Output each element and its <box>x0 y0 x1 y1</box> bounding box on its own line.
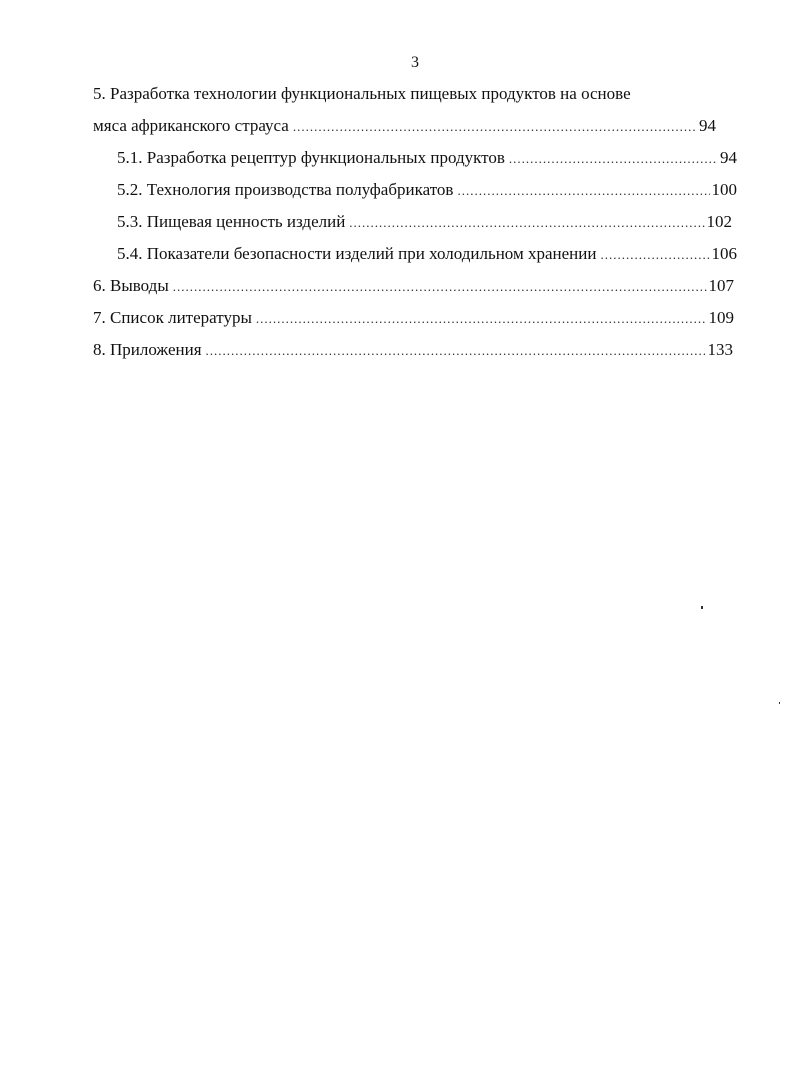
scan-speck <box>779 702 780 704</box>
toc-entry-title: 5.1. Разработка рецептур функциональных продуктов <box>117 148 505 167</box>
dot-leader <box>600 239 709 271</box>
toc-entry-page: 102 <box>706 212 732 231</box>
toc-entry-title: 6. Выводы <box>93 276 169 295</box>
toc-entry-page: 106 <box>711 244 737 263</box>
dot-leader <box>173 271 707 303</box>
dot-leader <box>509 143 718 175</box>
toc-entry-6 <box>93 270 734 302</box>
toc-entry-page: 109 <box>708 308 734 327</box>
toc-entry-chapter5 <box>93 110 716 142</box>
toc-entry-title: 5.4. Показатели безопасности изделий при холодильном хранении <box>117 244 597 263</box>
toc-entry-page: 107 <box>708 276 734 295</box>
dot-leader <box>293 111 697 143</box>
toc-entry-page: 94 <box>699 116 716 135</box>
page-number: 3 <box>411 54 419 71</box>
dot-leader <box>256 303 707 335</box>
toc-entry-title: 7. Список литературы <box>93 308 252 327</box>
toc-entry-page: 94 <box>720 148 737 167</box>
toc-entry-5-4 <box>93 238 737 270</box>
toc-entry-title: мяса африканского страуса <box>93 116 289 135</box>
scan-speck <box>701 606 703 609</box>
toc-entry-page: 133 <box>707 340 733 359</box>
toc-entry-5-2 <box>93 174 737 206</box>
toc-entry-8 <box>93 334 733 366</box>
dot-leader <box>349 207 704 239</box>
table-of-contents <box>93 78 743 366</box>
dot-leader <box>457 175 709 207</box>
toc-entry-5-1 <box>93 142 737 174</box>
toc-entry-page: 100 <box>711 180 737 199</box>
toc-entry-chapter5-title-line1: 5. Разработка технологии функциональных пищевых продуктов на основе <box>93 84 631 103</box>
toc-entry-5-3 <box>93 206 732 238</box>
toc-entry-title: 8. Приложения <box>93 340 202 359</box>
toc-entry-7 <box>93 302 734 334</box>
toc-entry-title: 5.3. Пищевая ценность изделий <box>117 212 346 231</box>
toc-entry-title: 5.2. Технология производства полуфабрикатов <box>117 180 454 199</box>
dot-leader <box>206 335 706 367</box>
